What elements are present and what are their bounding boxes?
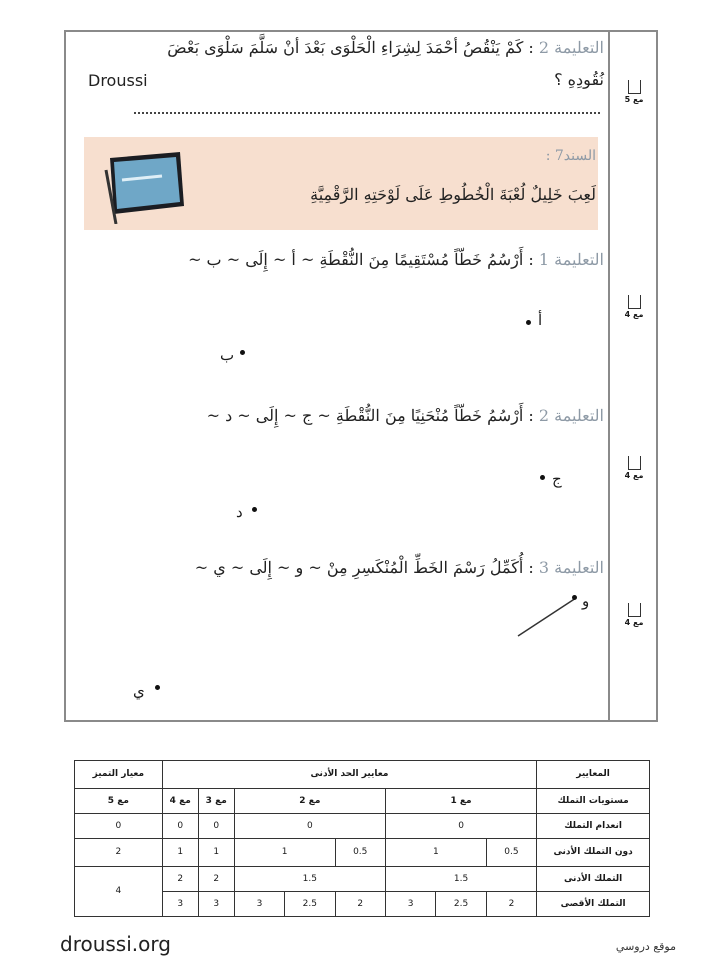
point-label-ba: ب xyxy=(220,346,235,364)
score-label: مع 4 xyxy=(624,471,644,480)
cell: 0 xyxy=(198,814,234,839)
cell: 1 xyxy=(385,838,486,866)
cell: 1.5 xyxy=(234,866,385,892)
instruction-3-text: : أُكَمِّلُ رَسْمَ الخَطِّ الْمُنْكَسِرِ مِنْ ~ و ~ إِلَى ~ ي ~ xyxy=(194,558,534,577)
row-label: دون التملك الأدنى xyxy=(537,838,650,866)
footer-site-name: موقع دروسي xyxy=(615,940,676,953)
score-box-1[interactable] xyxy=(622,80,646,104)
excellence-header: معيار التميز xyxy=(75,761,163,789)
answer-dotted-line[interactable] xyxy=(134,112,600,114)
instruction-1 xyxy=(188,250,604,269)
question-line-2: نُقُودِهِ ؟ xyxy=(554,70,604,89)
cell: 0 xyxy=(75,814,163,839)
sanad-label: السند7 : xyxy=(545,148,596,164)
instruction-3 xyxy=(195,558,604,577)
question-line-1 xyxy=(167,38,604,57)
question-label: التعليمة 2 xyxy=(538,38,604,57)
point-label-dal: د xyxy=(236,503,243,521)
cell: 0 xyxy=(162,814,198,839)
broken-line-start xyxy=(510,590,590,642)
cell: 4 xyxy=(75,866,163,916)
point-jim[interactable] xyxy=(540,475,545,480)
tablet-icon xyxy=(102,150,186,228)
cell: 1 xyxy=(198,838,234,866)
footer-site-link[interactable]: droussi.org xyxy=(60,932,171,956)
point-waw[interactable] xyxy=(572,595,577,600)
point-dal[interactable] xyxy=(252,507,257,512)
score-label: مع 5 xyxy=(624,95,644,104)
cell: 3 xyxy=(385,892,435,917)
score-column-divider xyxy=(608,30,610,722)
cell: 0.5 xyxy=(335,838,385,866)
score-box-2[interactable] xyxy=(622,295,646,319)
score-checkbox xyxy=(628,80,641,94)
cell: مع 5 xyxy=(75,788,163,814)
cell: 3 xyxy=(198,892,234,917)
cell: 1.5 xyxy=(385,866,536,892)
cell: 0.5 xyxy=(486,838,536,866)
cell: مع 4 xyxy=(162,788,198,814)
cell: مع 1 xyxy=(385,788,536,814)
score-checkbox xyxy=(628,603,641,617)
cell: 2 xyxy=(75,838,163,866)
cell: 0 xyxy=(234,814,385,839)
instruction-2 xyxy=(207,406,604,425)
instruction-1-label: التعليمة 1 xyxy=(538,250,604,269)
score-box-4[interactable] xyxy=(622,603,646,627)
cell: 2 xyxy=(198,866,234,892)
row-label: التملك الأدنى xyxy=(537,866,650,892)
point-alif[interactable] xyxy=(526,320,531,325)
instruction-3-label: التعليمة 3 xyxy=(538,558,604,577)
cell: 2.5 xyxy=(436,892,486,917)
cell: 1 xyxy=(162,838,198,866)
criteria-header: المعايير xyxy=(537,761,650,789)
instruction-2-text: : أَرْسُمُ خَطّاً مُنْحَنِيًا مِنَ النُّقْطَةِ ~ ج ~ إِلَى ~ د ~ xyxy=(206,406,534,425)
point-label-waw: و xyxy=(582,592,590,610)
score-label: مع 4 xyxy=(624,618,644,627)
row-label: مستويات التملك xyxy=(537,788,650,814)
point-ba[interactable] xyxy=(240,350,245,355)
point-label-ya: ي xyxy=(133,682,145,700)
question-text: : كَمْ يَنْقُصُ أحْمَدَ لِشِرَاءِ الْحَلْوَى بَعْدَ أنْ سَلَّمَ سَلْوَى بَعْضَ xyxy=(167,38,534,57)
row-label: انعدام التملك xyxy=(537,814,650,839)
score-label: مع 4 xyxy=(624,310,644,319)
cell: مع 2 xyxy=(234,788,385,814)
cell: مع 3 xyxy=(198,788,234,814)
point-label-alif: أ xyxy=(538,311,543,329)
cell: 3 xyxy=(162,892,198,917)
score-checkbox xyxy=(628,295,641,309)
cell: 2 xyxy=(335,892,385,917)
point-ya[interactable] xyxy=(155,685,160,690)
cell: 2 xyxy=(162,866,198,892)
sanad-text: لَعِبَ خَلِيلٌ لُعْبَةَ الْخُطُوطِ عَلَى لَوْحَتِهِ الرَّقْمِيَّةِ xyxy=(310,185,596,204)
cell: 2 xyxy=(486,892,536,917)
cell: 2.5 xyxy=(285,892,335,917)
min-criteria-header: معايير الحد الأدنى xyxy=(162,761,536,789)
instruction-1-text: : أَرْسُمُ خَطّاً مُسْتَقِيمًا مِنَ النُّقْطَةِ ~ أ ~ إِلَى ~ ب ~ xyxy=(188,250,534,269)
cell: 3 xyxy=(234,892,284,917)
instruction-2-label: التعليمة 2 xyxy=(538,406,604,425)
row-label: التملك الأقصى xyxy=(537,892,650,917)
cell: 0 xyxy=(385,814,536,839)
criteria-table xyxy=(74,760,650,917)
score-checkbox xyxy=(628,456,641,470)
cell: 1 xyxy=(234,838,335,866)
score-box-3[interactable] xyxy=(622,456,646,480)
point-label-jim: ج xyxy=(552,470,562,488)
watermark-droussi: Droussi xyxy=(88,71,148,90)
